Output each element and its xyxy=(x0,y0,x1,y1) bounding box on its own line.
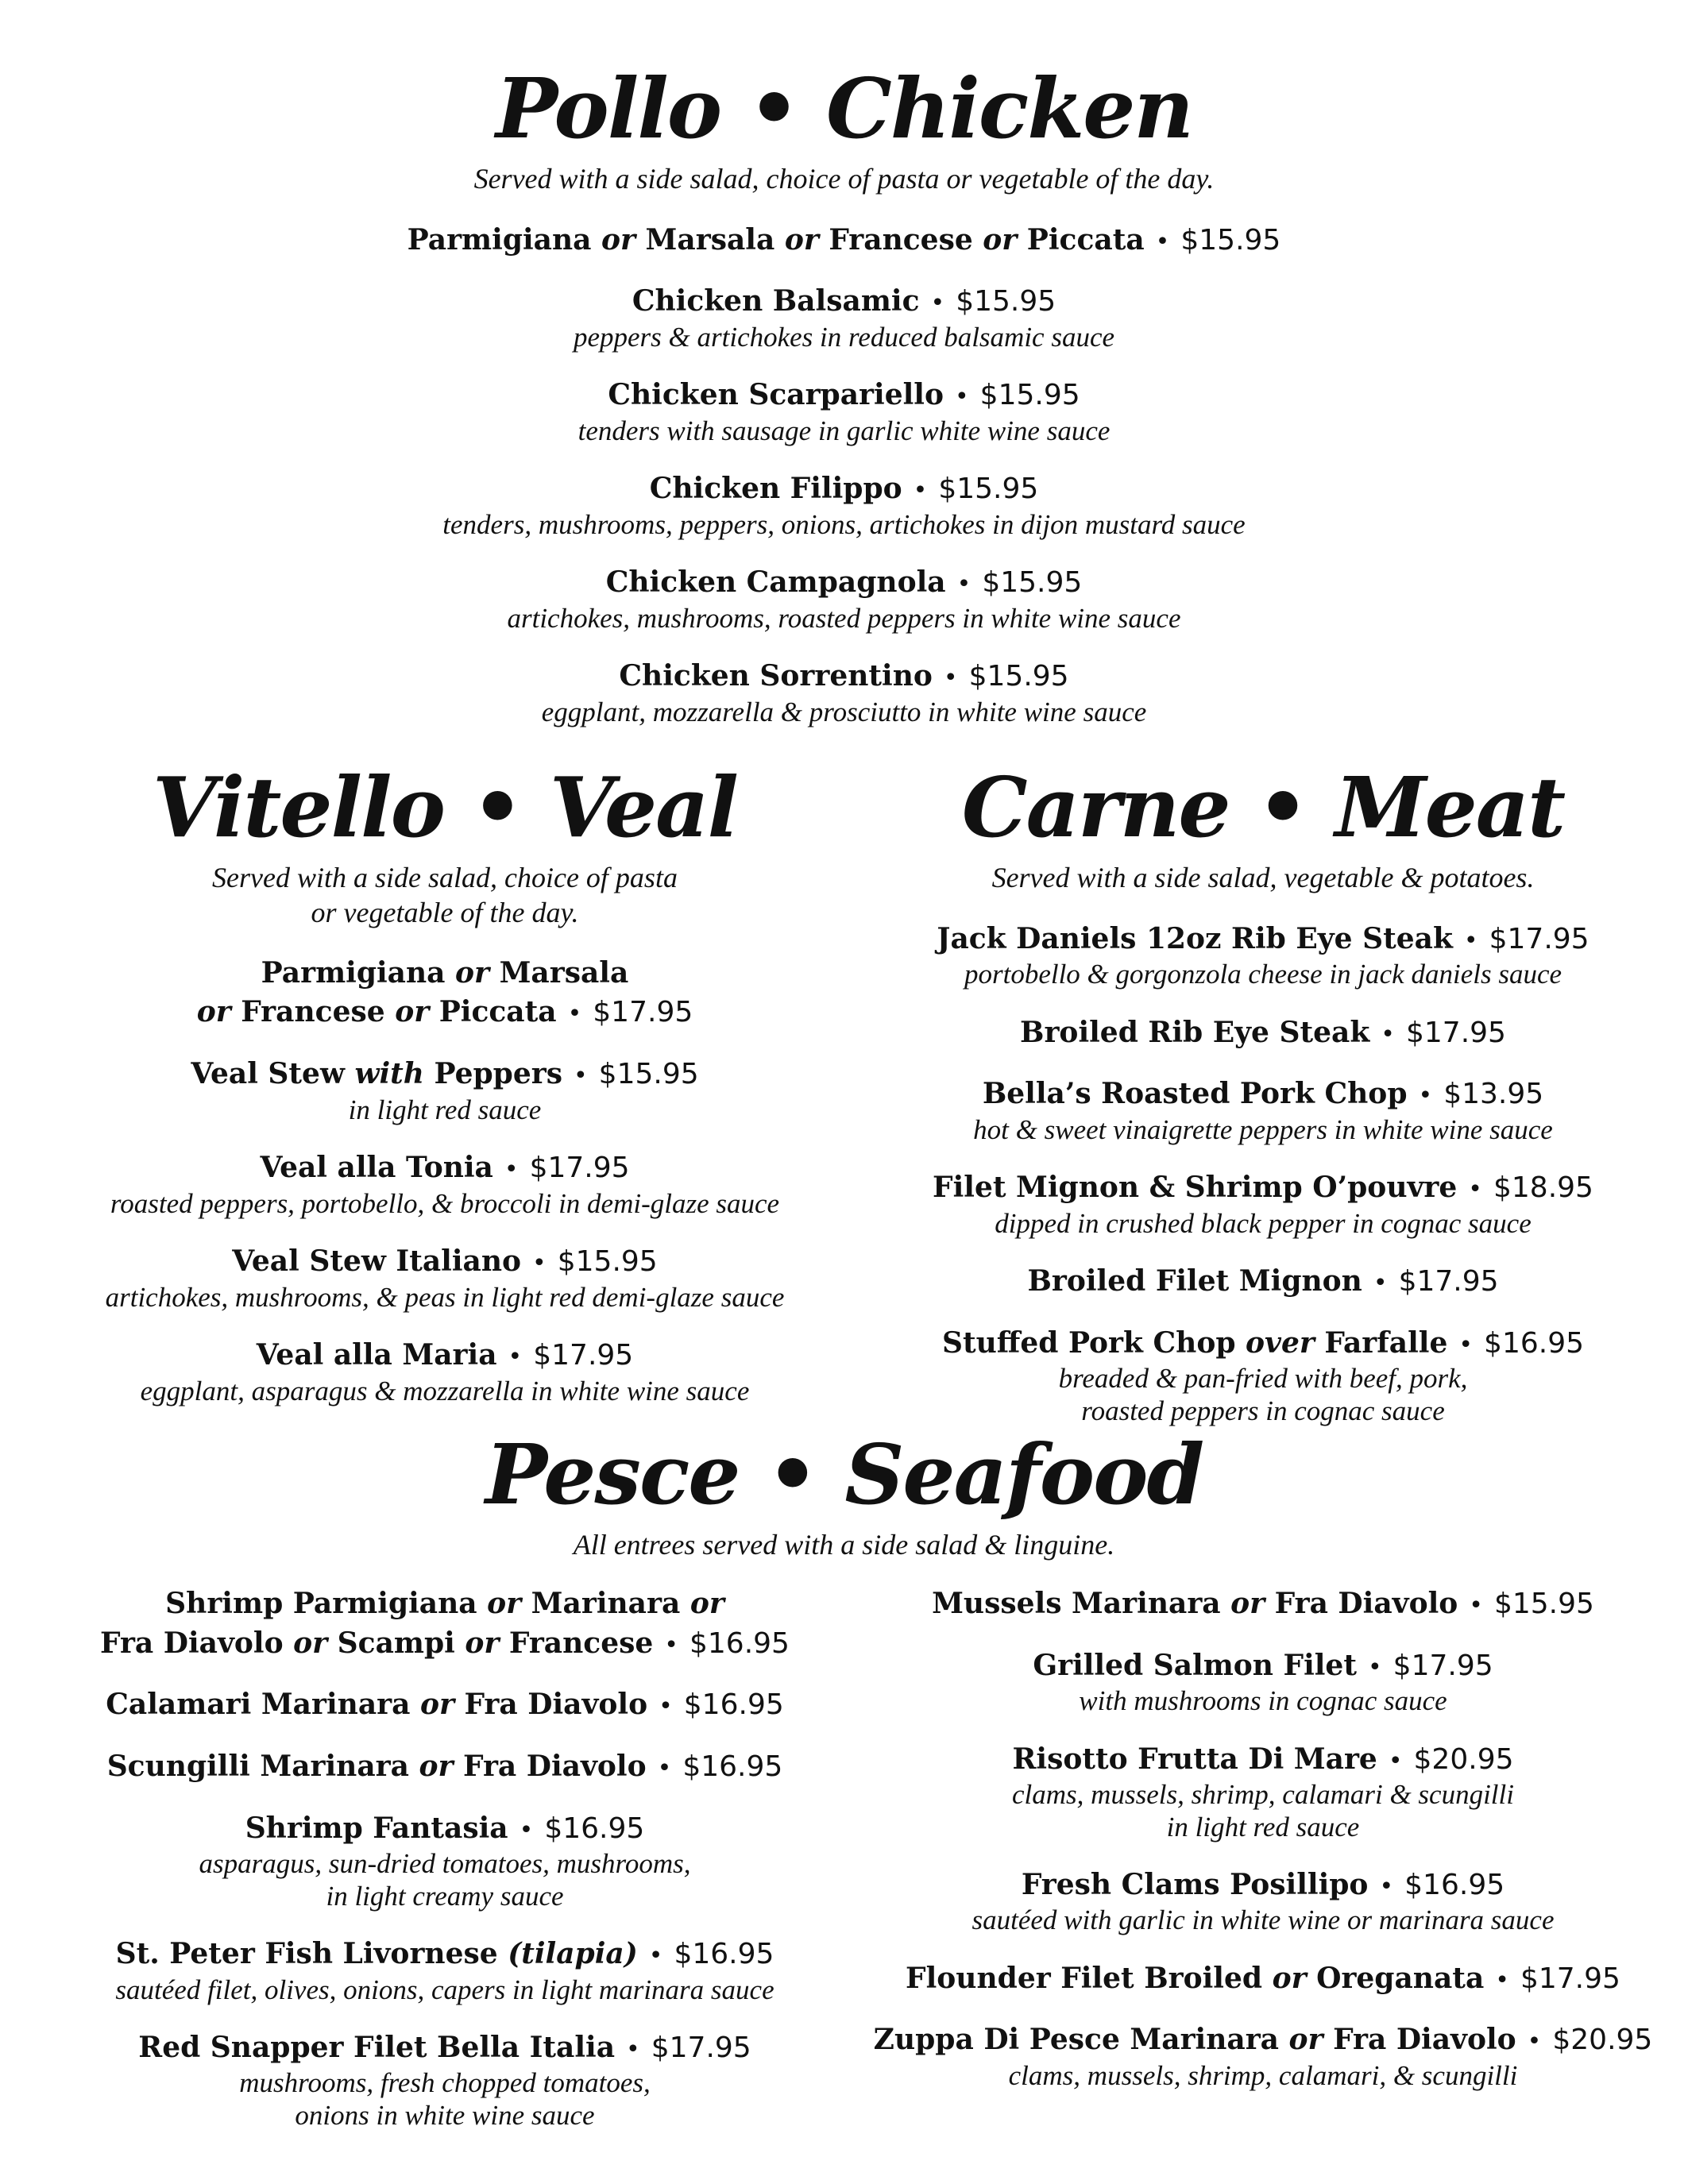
menu-item-description: portobello & gorgonzola cheese in jack daniels sauce xyxy=(964,959,1562,990)
menu-item-description: dipped in crushed black pepper in cognac sauce xyxy=(995,1207,1532,1239)
menu-item xyxy=(48,1935,842,2006)
menu-item-price: $16.95 xyxy=(683,1688,784,1722)
menu-item-name-part: Piccata xyxy=(1017,222,1145,257)
menu-item-price: $15.95 xyxy=(557,1244,658,1278)
section-heading: Pesce • Seafood xyxy=(485,1426,1203,1523)
bullet-separator: • xyxy=(532,1248,547,1277)
menu-item-title xyxy=(48,1584,842,1663)
menu-item-italic-word: or xyxy=(601,222,636,257)
menu-item-price: $17.95 xyxy=(593,996,693,1029)
menu-item-name-part: Peppers xyxy=(423,1057,562,1091)
bullet-separator: • xyxy=(508,1342,523,1371)
seafood-right-column xyxy=(866,1584,1660,2114)
menu-item-title-line xyxy=(48,1148,842,1188)
menu-item-price: $17.95 xyxy=(533,1338,634,1372)
menu-item-title-line xyxy=(866,1013,1660,1053)
menu-item xyxy=(238,221,1450,260)
menu-item-italic-word: or xyxy=(395,995,430,1029)
menu-item-name-part: Farfalle xyxy=(1314,1325,1448,1360)
menu-item-price: $17.95 xyxy=(1398,1265,1499,1298)
menu-item-name-part: Shrimp Parmigiana xyxy=(165,1587,488,1620)
menu-item-name-part: Chicken Sorrentino xyxy=(619,658,933,693)
section-intro: Served with a side salad, vegetable & potatoes. xyxy=(991,862,1535,894)
menu-item-name-part: Broiled Filet Mignon xyxy=(1027,1264,1362,1298)
menu-item-description: eggplant, asparagus & mozzarella in white wine sauce xyxy=(140,1375,750,1406)
section-intro: Served with a side salad, choice of pasta or vegetable of the day. xyxy=(473,163,1215,195)
menu-item-title-line xyxy=(866,1324,1660,1364)
menu-item-name-part: Chicken Filippo xyxy=(649,472,902,506)
veal-section xyxy=(48,758,842,1430)
menu-item xyxy=(48,1584,842,1663)
meat-section xyxy=(866,758,1660,1449)
menu-item xyxy=(866,2020,1660,2092)
bullet-separator: • xyxy=(1418,1082,1433,1110)
menu-item-name-part: Fresh Clams Posillipo xyxy=(1021,1867,1369,1901)
menu-item-name-part: Marsala xyxy=(635,222,785,257)
menu-item-description: eggplant, mozzarella & prosciutto in white wine sauce xyxy=(541,696,1147,727)
menu-item-title xyxy=(48,1148,842,1188)
menu-item-title-line xyxy=(866,1584,1660,1624)
menu-item-italic-word: or xyxy=(419,1750,454,1784)
menu-item-title-line xyxy=(238,221,1450,260)
menu-item-title xyxy=(48,1747,842,1787)
menu-item xyxy=(48,1747,842,1787)
menu-item-price: $15.95 xyxy=(938,473,1039,506)
menu-item-name-part: Fra Diavolo xyxy=(453,1750,647,1784)
menu-item-title-line xyxy=(866,1646,1660,1686)
menu-item-title-line xyxy=(238,563,1450,603)
menu-item-title-line xyxy=(48,1584,842,1624)
bullet-separator: • xyxy=(1463,926,1478,955)
menu-item xyxy=(866,1740,1660,1843)
bullet-separator: • xyxy=(1379,1872,1394,1900)
menu-item-italic-word: or xyxy=(784,222,819,257)
bullet-separator: • xyxy=(1458,1330,1474,1359)
menu-item-italic-word: or xyxy=(487,1587,522,1620)
menu-item-description: sautéed filet, olives, onions, capers in light marinara sauce xyxy=(115,1974,774,2005)
menu-item-description: roasted peppers, portobello, & broccoli in demi-glaze sauce xyxy=(110,1187,780,1219)
menu-item-title-line xyxy=(48,954,842,994)
menu-item-italic-word: or xyxy=(1272,1961,1307,1995)
section-heading: Vitello • Veal xyxy=(152,758,738,856)
menu-item-price: $15.95 xyxy=(982,566,1083,600)
menu-item-name-part: Marsala xyxy=(489,955,629,990)
menu-item-title xyxy=(238,657,1450,696)
menu-item-title xyxy=(866,1262,1660,1302)
menu-item-title xyxy=(866,1866,1660,1905)
menu-item-description: clams, mussels, shrimp, calamari & scungilli in light red sauce xyxy=(1012,1779,1514,1843)
menu-item-title-line xyxy=(48,1935,842,1974)
menu-item xyxy=(48,1148,842,1220)
menu-item-description: clams, mussels, shrimp, calamari, & scungilli xyxy=(1008,2060,1518,2092)
menu-item-name-part: Zuppa Di Pesce Marinara xyxy=(873,2023,1289,2057)
menu-item-name-part: Marinara xyxy=(521,1587,690,1620)
menu-item-italic-word: or xyxy=(1230,1587,1265,1620)
menu-item-italic-word: over xyxy=(1246,1325,1315,1360)
menu-item-name-part: Mussels Marinara xyxy=(932,1587,1231,1620)
menu-item-name-part: Chicken Campagnola xyxy=(605,565,946,600)
bullet-separator: • xyxy=(1155,227,1170,256)
menu-item-price: $17.95 xyxy=(1393,1649,1493,1682)
menu-item-name-part: Scampi xyxy=(327,1626,465,1660)
menu-item-price: $15.95 xyxy=(1493,1588,1594,1620)
bullet-separator: • xyxy=(1469,1592,1483,1619)
menu-item xyxy=(238,563,1450,635)
bullet-separator: • xyxy=(1468,1175,1482,1204)
section-intro: Served with a side salad, choice of pasta or vegetable of the day. xyxy=(212,862,678,928)
menu-item-name-part: Francese xyxy=(230,995,396,1029)
section-heading: Pollo • Chicken xyxy=(495,60,1193,157)
bullet-separator: • xyxy=(664,1630,678,1659)
menu-item xyxy=(866,1262,1660,1302)
menu-item-title xyxy=(866,1959,1660,1999)
menu-items xyxy=(238,221,1450,728)
menu-item xyxy=(866,920,1660,991)
menu-item-name-part: Fra Diavolo xyxy=(454,1688,648,1722)
menu-item-title-line xyxy=(866,1740,1660,1780)
menu-item-name-part: Piccata xyxy=(429,995,557,1029)
menu-item-name-part: Fra Diavolo xyxy=(1265,1587,1458,1620)
menu-item-name-part: Stuffed Pork Chop xyxy=(941,1325,1246,1360)
menu-item-title-line xyxy=(238,469,1450,509)
menu-item-description: sautéed with garlic in white wine or marinara sauce xyxy=(971,1904,1555,1936)
menu-item-title xyxy=(866,1013,1660,1053)
menu-item-title-line xyxy=(866,1866,1660,1905)
menu-item-name-part: Scungilli Marinara xyxy=(106,1750,419,1784)
menu-item-price: $17.95 xyxy=(1520,1962,1620,1995)
menu-item-price: $15.95 xyxy=(956,285,1056,318)
menu-item-price: $20.95 xyxy=(1413,1742,1514,1776)
menu-item-title-line xyxy=(48,1685,842,1725)
menu-item-title xyxy=(48,1809,842,1849)
section-heading: Carne • Meat xyxy=(961,758,1565,856)
menu-item-price: $15.95 xyxy=(979,379,1080,412)
menu-item-price: $20.95 xyxy=(1552,2024,1653,2057)
menu-item-title xyxy=(866,1646,1660,1686)
menu-items xyxy=(48,1584,842,2132)
menu-item-name-part: Parmigiana xyxy=(407,222,602,257)
menu-item-price: $17.95 xyxy=(1489,922,1590,955)
menu-item-price: $15.95 xyxy=(598,1058,699,1091)
menu-items xyxy=(866,1584,1660,2092)
menu-item-price: $16.95 xyxy=(682,1750,783,1784)
menu-item xyxy=(866,1013,1660,1053)
menu-item-name-part: Risotto Frutta Di Mare xyxy=(1012,1742,1377,1776)
menu-item-title-line xyxy=(238,657,1450,696)
menu-item-title xyxy=(866,1584,1660,1624)
menu-item-italic-word: or xyxy=(196,995,231,1029)
menu-item xyxy=(48,1809,842,1912)
menu-item-title-line xyxy=(48,1624,842,1664)
seafood-section xyxy=(238,1426,1450,1587)
bullet-separator: • xyxy=(954,383,969,411)
menu-item-name-part: Calamari Marinara xyxy=(106,1688,420,1722)
menu-item-name-part: Filet Mignon & Shrimp O’pouvre xyxy=(933,1171,1458,1205)
menu-item-description: asparagus, sun-dried tomatoes, mushrooms, in light creamy sauce xyxy=(199,1848,691,1912)
menu-item-italic-word: or xyxy=(1288,2023,1323,2057)
menu-item-name-part: Flounder Filet Broiled xyxy=(906,1961,1273,1995)
menu-item-title-line xyxy=(48,1747,842,1787)
bullet-separator: • xyxy=(913,477,928,505)
menu-item-title-line xyxy=(866,1959,1660,1999)
menu-item-italic-word: or xyxy=(455,955,490,990)
menu-item-title xyxy=(48,1055,842,1094)
menu-item-price: $16.95 xyxy=(1404,1868,1505,1901)
menu-item-description: in light red sauce xyxy=(348,1094,542,1125)
menu-item-title-line xyxy=(48,1336,842,1376)
menu-item-title-line xyxy=(866,2020,1660,2060)
bullet-separator: • xyxy=(519,1815,534,1844)
menu-item-italic-word: or xyxy=(983,222,1018,257)
menu-item xyxy=(866,1866,1660,1937)
menu-item-title xyxy=(866,1324,1660,1364)
bullet-separator: • xyxy=(573,1062,588,1090)
menu-item-title-line xyxy=(48,1809,842,1849)
menu-item-name-part: Francese xyxy=(499,1626,654,1660)
menu-item-italic-word: with xyxy=(354,1057,424,1091)
menu-item-price: $18.95 xyxy=(1493,1171,1593,1205)
menu-item-title-line xyxy=(866,920,1660,959)
menu-item-italic-word: or xyxy=(689,1587,724,1620)
menu-item-name-part: Francese xyxy=(818,222,983,257)
menu-item-description: peppers & artichokes in reduced balsamic sauce xyxy=(573,321,1115,353)
menu-item-title xyxy=(866,1168,1660,1208)
bullet-separator: • xyxy=(626,2035,640,2063)
menu-item-title xyxy=(866,1740,1660,1780)
bullet-separator: • xyxy=(1367,1653,1382,1681)
bullet-separator: • xyxy=(648,1941,663,1970)
bullet-separator: • xyxy=(567,1000,582,1028)
menu-item-title-line xyxy=(48,1242,842,1282)
menu-item-name-part: Veal Stew Italiano xyxy=(232,1244,522,1278)
menu-item-title xyxy=(48,1336,842,1376)
menu-item-price: $16.95 xyxy=(1484,1326,1585,1360)
menu-item xyxy=(48,954,842,1032)
bullet-separator: • xyxy=(1495,1966,1509,1994)
menu-item-title xyxy=(238,469,1450,509)
menu-item-description: artichokes, mushrooms, roasted peppers in white wine sauce xyxy=(507,602,1181,634)
menu-item-title xyxy=(238,221,1450,260)
menu-item-title xyxy=(866,2020,1660,2060)
bullet-separator: • xyxy=(504,1156,519,1184)
section-intro: All entrees served with a side salad & linguine. xyxy=(573,1529,1115,1561)
menu-item-title xyxy=(238,563,1450,603)
menu-item-price: $16.95 xyxy=(674,1937,774,1970)
menu-item-title-line xyxy=(48,2028,842,2068)
menu-item-description: mushrooms, fresh chopped tomatoes, onions in white wine sauce xyxy=(239,2067,651,2131)
menu-item-italic-word: or xyxy=(419,1688,454,1722)
menu-items xyxy=(866,920,1660,1427)
menu-item-title xyxy=(48,1242,842,1282)
seafood-left-column xyxy=(48,1584,842,2154)
menu-item-name-part: Grilled Salmon Filet xyxy=(1033,1648,1357,1682)
menu-item-title xyxy=(238,376,1450,415)
menu-item-title-line xyxy=(48,993,842,1032)
menu-item-price: $13.95 xyxy=(1443,1078,1544,1111)
bullet-separator: • xyxy=(1381,1020,1395,1048)
menu-item xyxy=(238,376,1450,447)
bullet-separator: • xyxy=(1388,1746,1403,1775)
menu-item-name-part: Broiled Rib Eye Steak xyxy=(1020,1015,1370,1049)
bullet-separator: • xyxy=(930,289,945,318)
menu-item-italic-word: or xyxy=(465,1626,500,1660)
menu-item-price: $17.95 xyxy=(529,1152,630,1185)
menu-items xyxy=(48,954,842,1407)
menu-item-name-part: Oreganata xyxy=(1306,1961,1485,1995)
menu-item-description: tenders with sausage in garlic white wine sauce xyxy=(577,415,1111,446)
menu-item-name-part: Veal Stew xyxy=(191,1057,355,1091)
menu-item xyxy=(866,1324,1660,1427)
menu-item-title xyxy=(48,954,842,1032)
menu-item-name-part: Veal alla Maria xyxy=(256,1337,497,1372)
menu-item-price: $16.95 xyxy=(689,1626,790,1660)
menu-item xyxy=(866,1168,1660,1240)
bullet-separator: • xyxy=(657,1754,672,1783)
menu-item-price: $17.95 xyxy=(651,2031,751,2064)
bullet-separator: • xyxy=(659,1692,673,1721)
menu-item-name-part: Chicken Scarpariello xyxy=(608,378,944,412)
menu-item-name-part: Red Snapper Filet Bella Italia xyxy=(138,2030,616,2064)
menu-item-title xyxy=(866,920,1660,959)
menu-item xyxy=(48,2028,842,2132)
menu-item-price: $17.95 xyxy=(1406,1016,1506,1049)
menu-item-name-part: Shrimp Fantasia xyxy=(245,1811,508,1845)
menu-item-description: tenders, mushrooms, peppers, onions, artichokes in dijon mustard sauce xyxy=(442,508,1246,540)
menu-item-name-part: Chicken Balsamic xyxy=(632,284,920,318)
menu-item xyxy=(48,1055,842,1126)
menu-item-title xyxy=(48,1935,842,1974)
menu-item xyxy=(866,1646,1660,1718)
menu-item xyxy=(48,1685,842,1725)
menu-item-price: $15.95 xyxy=(968,659,1069,693)
menu-item xyxy=(866,1959,1660,1999)
menu-item-name-part: Bella’s Roasted Pork Chop xyxy=(982,1077,1408,1111)
menu-item-description: artichokes, mushrooms, & peas in light red demi-glaze sauce xyxy=(105,1281,785,1313)
menu-item-title-line xyxy=(238,282,1450,322)
bullet-separator: • xyxy=(1527,2028,1542,2056)
menu-item xyxy=(866,1584,1660,1624)
menu-item xyxy=(48,1336,842,1407)
menu-item xyxy=(238,282,1450,353)
menu-item-description: hot & sweet vinaigrette peppers in white wine sauce xyxy=(973,1113,1553,1145)
menu-item-name-part: Fra Diavolo xyxy=(100,1626,294,1660)
menu-item xyxy=(238,657,1450,728)
menu-item-name-part: St. Peter Fish Livornese xyxy=(115,1936,508,1970)
bullet-separator: • xyxy=(1373,1269,1388,1298)
menu-item-italic-word: or xyxy=(293,1626,328,1660)
menu-item-title xyxy=(866,1075,1660,1114)
menu-item-italic-word: (tilapia) xyxy=(508,1936,638,1970)
menu-item-description: breaded & pan-fried with beef, pork, roasted peppers in cognac sauce xyxy=(1058,1363,1468,1426)
menu-item-description: with mushrooms in cognac sauce xyxy=(1079,1685,1447,1717)
menu-item-name-part: Fra Diavolo xyxy=(1323,2023,1516,2057)
menu-item-title-line xyxy=(866,1262,1660,1302)
menu-item-title xyxy=(48,2028,842,2068)
menu-item-name-part: Jack Daniels 12oz Rib Eye Steak xyxy=(937,921,1453,955)
menu-item-title xyxy=(48,1685,842,1725)
menu-item-title xyxy=(238,282,1450,322)
menu-item xyxy=(238,469,1450,541)
menu-item-title-line xyxy=(238,376,1450,415)
bullet-separator: • xyxy=(956,570,971,599)
bullet-separator: • xyxy=(943,663,958,692)
menu-item-title-line xyxy=(48,1055,842,1094)
menu-item-name-part: Veal alla Tonia xyxy=(260,1151,493,1185)
menu-item-name-part: Parmigiana xyxy=(261,955,456,990)
menu-item xyxy=(48,1242,842,1314)
chicken-section xyxy=(238,60,1450,751)
menu-item-price: $16.95 xyxy=(544,1812,645,1845)
menu-item-price: $15.95 xyxy=(1180,223,1281,257)
menu-item-title-line xyxy=(866,1168,1660,1208)
menu-item xyxy=(866,1075,1660,1146)
menu-item-title-line xyxy=(866,1075,1660,1114)
